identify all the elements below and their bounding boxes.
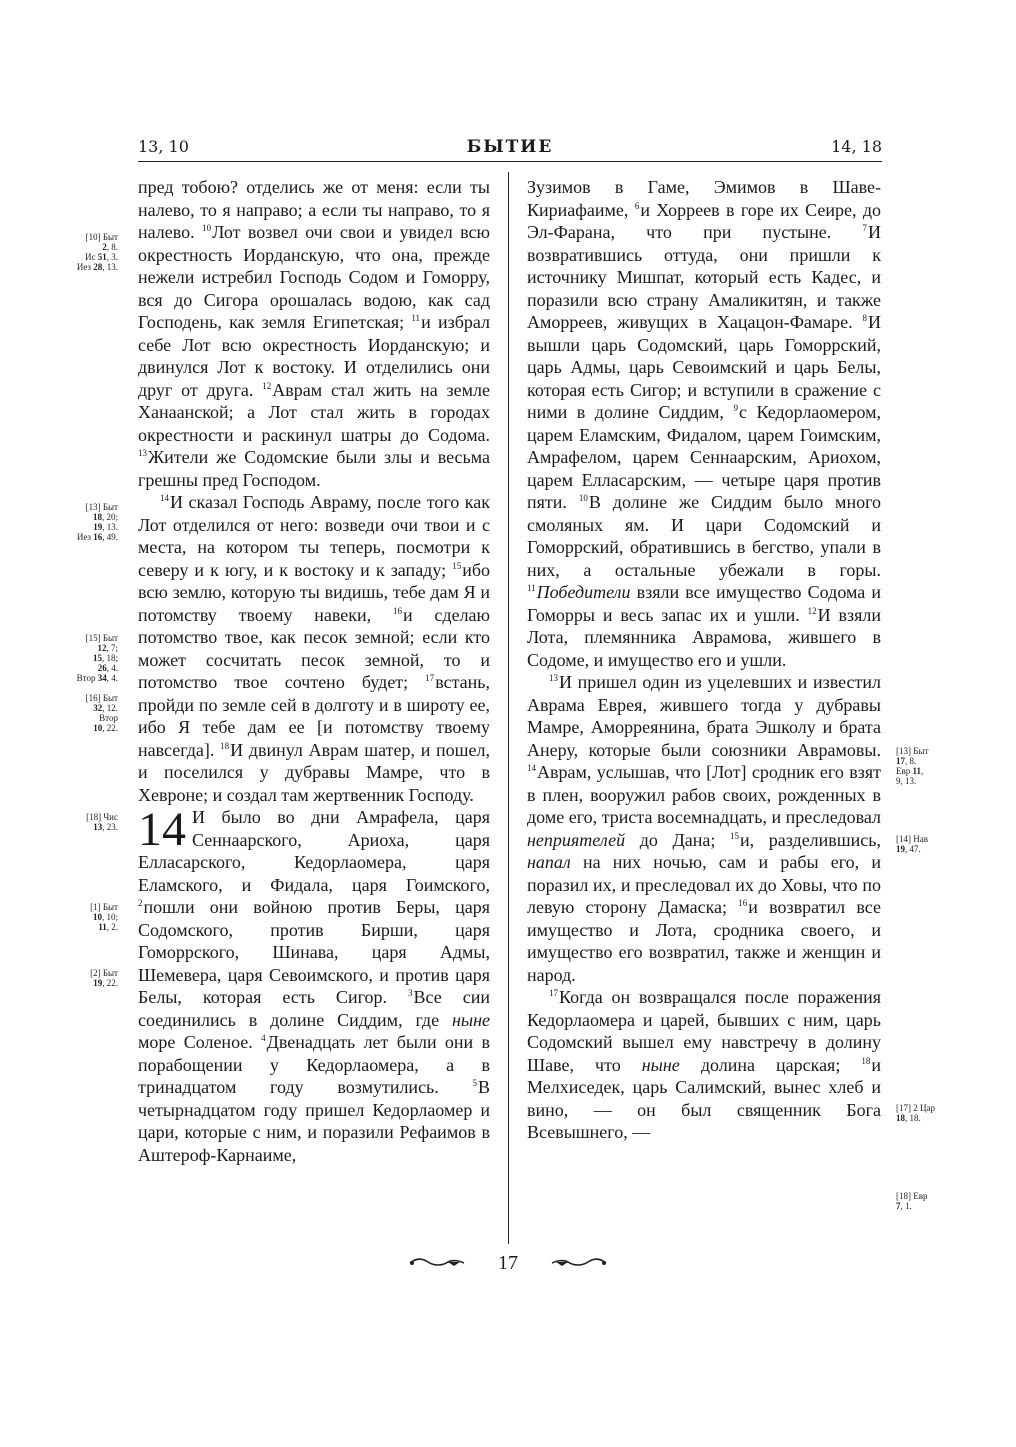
left-margin-references — [44, 0, 118, 1447]
paragraph: $^{17}$Когда он возвращался после поражения Кедорлаомера и царей, бывших с ним, царь Содомский вышел ему навстречу в долину Шаве, что ныне долина царская; $^{18}$и Мелхиседек, царь Салимский, вынес хлеб и вино, — он был священник Бога Всевышнего, — — [527, 987, 881, 1142]
cross-reference-13: [13] Быт 17, 8. Евр 11, 9, 13. — [896, 746, 929, 786]
page-number: 17 — [498, 1252, 518, 1274]
cross-reference-1: [1] Быт 10, 10; 11, 2. — [90, 902, 118, 932]
paragraph: $^{14}$И сказал Господь Авраму, после того как Лот отделился от него: возведи очи твои и с места, на котором ты теперь, посмотри к северу и к югу, и к востоку и к западу; $^{15}$ибо всю землю, которую ты видишь, тебе дам Я и потомству твоему навеки, $^{16}$и сделаю потомство твое, как песок земной; если кто может сосчитать песок земной, то и потомство твое сочтено будет; $^{17}$встань, пройди по земле сей в долготу и в широту ее, ибо Я тебе дам ее [и потомству твоему навсегда]. $^{18}$И двинул Аврам шатер, и пошел, и поселился у дубравы Мамре, что в Хевроне; и создал там жертвенник Господу. — [138, 492, 491, 805]
header-rule — [138, 161, 882, 162]
cross-reference-18: [18] Евр 7, 1. — [896, 1191, 928, 1211]
cross-reference-15: [15] Быт 12, 7; 15, 18; 26, 4. Втор 34, 4. — [76, 633, 118, 683]
left-text-column — [138, 176, 490, 1166]
left-ornament-icon — [408, 1254, 466, 1272]
column-divider — [508, 172, 509, 1244]
right-margin-references — [896, 0, 976, 1447]
cross-reference-14: [14] Нав 19, 47. — [896, 834, 928, 854]
book-title: БЫТИЕ — [466, 137, 554, 157]
header-right-reference: 14, 18 — [831, 137, 882, 156]
cross-reference-17: [17] 2 Цар 18, 18. — [896, 1103, 935, 1123]
cross-reference-18: [18] Чис 13, 23. — [86, 812, 118, 832]
paragraph: Зузимов в Гаме, Эмимов в Шаве-Кириафаиме, $^6$и Хорреев в горе их Сеире, до Эл-Фарана, что при пустыне. $^7$И возвратившись оттуда, они пришли к источнику Мишпат, который есть Кадес, и поразили всю страну Амаликитян, и также Аморреев, живущих в Хацацон-Фамаре. $^8$И вышли царь Содомский, царь Гоморрский, царь Адмы, царь Севоимский и царь Белы, которая есть Сигор; и вступили в сражение с ними в долине Сиддим, $^9$с Кедорлаомером, царем Еламским, Фидалом, царем Гоимским, Амрафелом, царем Сеннаарским, Ариохом, царем Елласарским, — четыре царя против пяти. $^{10}$В долине же Сиддим было много смоляных ям. И цари Содомский и Гоморрский, обратившись в бегство, упали в них, а остальные убежали в горы. $^{11}$Победители взяли все имущество Содома и Гоморры и весь запас их и ушли. $^{12}$И взяли Лота, племянника Аврамова, жившего в Содоме, и имущество его и ушли. — [527, 177, 882, 670]
page-footer — [408, 1248, 608, 1278]
right-text-column — [527, 176, 881, 1144]
header-left-reference: 13, 10 — [138, 137, 189, 156]
running-header — [138, 137, 882, 163]
cross-reference-16: [16] Быт 32, 12. Втор 10, 22. — [85, 693, 118, 733]
chapter-start-paragraph: 14 И было во дни Амрафела, царя Сеннаарского, Ариоха, царя Елласарского, Кедорлаомера, царя Еламского, и Фидала, царя Гоимского, $^2$пошли они войною против Беры, царя Содомского, против Бирши, царя Гоморрского, Шинава, царя Адмы, Шемевера, царя Севоимского, и против царя Белы, которая есть Сигор. $^3$Все сии соединились в долине Сиддим, где ныне море Соленое. $^4$Двенадцать лет были они в порабощении у Кедорлаомера, а в тринадцатом году возмутились. $^5$В четырнадцатом году пришел Кедорлаомер и цари, которые с ним, и поразили Рефаимов в Аштероф-Карнаиме, — [138, 803, 491, 1165]
chapter-number: 14 — [138, 803, 186, 856]
cross-reference-13: [13] Быт 18, 20; 19, 13. Иез 16, 49. — [76, 502, 118, 542]
right-ornament-icon — [550, 1254, 608, 1272]
paragraph: пред тобою? отделись же от меня: если ты налево, то я направо; а если ты направо, то я налево. $^{10}$Лот возвел очи свои и увидел всю окрестность Иорданскую, что она, прежде нежели истребил Господь Содом и Гоморру, вся до Сигора орошалась водою, как сад Господень, как земля Египетская; $^{11}$и избрал себе Лот всю окрестность Иорданскую; и двинулся Лот к востоку. И отделились они друг от друга. $^{12}$Аврам стал жить на земле Ханаанской; а Лот стал жить в городах окрестности и раскинул шатры до Содома. $^{13}$Жители же Содомские были злы и весьма грешны пред Господом. — [138, 177, 491, 490]
paragraph: $^{13}$И пришел один из уцелевших и известил Аврама Еврея, жившего тогда у дубравы Мамре, Аморреянина, брата Эшколу и брата Анеру, которые были союзники Аврамовы. $^{14}$Аврам, услышав, что [Лот] сродник его взят в плен, вооружил рабов своих, рожденных в доме его, триста восемнадцать, и преследовал неприятелей до Дана; $^{15}$и, разделившись, напал на них ночью, сам и рабы его, и поразил их, и преследовал их до Ховы, что по левую сторону Дамаска; $^{16}$и возвратил все имущество и Лота, сродника своего, и имущество его возвратил, также и женщин и народ. — [527, 672, 881, 985]
cross-reference-2: [2] Быт 19, 22. — [90, 968, 118, 988]
cross-reference-10: [10] Быт 2, 8. Ис 51, 3. Иез 28, 13. — [76, 232, 118, 272]
